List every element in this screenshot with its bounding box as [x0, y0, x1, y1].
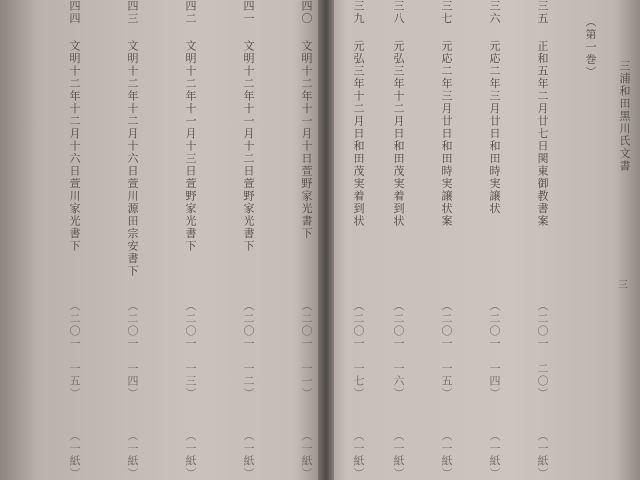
entry-number: 四一 [242, 0, 255, 25]
entry-text: 元弘三年十二月日和田茂実着到状 [392, 40, 405, 228]
entry-text: 元弘三年十二月日和田茂実着到状 [352, 40, 365, 228]
entry-number: 四四 [68, 0, 81, 25]
entry-text: 元応二年三月廿日和田時実譲状 [488, 40, 501, 215]
entry-ref: （二〇一 一一） [300, 300, 313, 400]
entry-ref: （二〇一 一六） [392, 300, 405, 400]
entry-text: 文明十二年十一月十三日萱野家光書下 [184, 40, 197, 253]
entry-number: 四〇 [300, 0, 313, 25]
page-number: 三 [618, 280, 628, 291]
entry-text: 文明十二年十二月十六日萱川家光書下 [68, 40, 81, 253]
section-label: （第一巻） [584, 16, 597, 79]
entry-number: 三七 [440, 0, 453, 25]
entry-ref: （二〇一 一七） [352, 300, 365, 400]
entry-text: 文明十二年十一月十二日萱野家光書下 [242, 40, 255, 253]
entry-note: （一紙） [392, 430, 405, 480]
entry-ref: （二〇一 一二） [242, 300, 255, 400]
entry-note: （一紙） [184, 430, 197, 480]
right-page [332, 0, 640, 480]
entry-number: 三六 [488, 0, 501, 25]
entry-note: （一紙） [536, 430, 549, 480]
entry-ref: （二〇一 一四） [488, 300, 501, 400]
entry-ref: （二〇一 一三） [184, 300, 197, 400]
entry-number: 三八 [392, 0, 405, 25]
entry-note: （一紙） [242, 430, 255, 480]
entry-text: 文明十二年十二月十六日萱川源田宗安書下 [126, 40, 139, 278]
entry-note: （一紙） [352, 430, 365, 480]
entry-text: 正和五年二月廿七日関東御教書案 [536, 40, 549, 228]
entry-number: 三九 [352, 0, 365, 25]
running-header: 三浦和田黒川氏文書 [618, 60, 631, 173]
entry-text: 元応二年三月廿日和田時実譲状案 [440, 40, 453, 228]
entry-number: 三五 [536, 0, 549, 25]
entry-note: （一紙） [68, 430, 81, 480]
entry-number: 四三 [126, 0, 139, 25]
entry-ref: （二〇一 一五） [68, 300, 81, 400]
entry-ref: （二〇一 一五） [440, 300, 453, 400]
entry-text: 文明十二年十一月十日萱野家光書下 [300, 40, 313, 240]
entry-ref: （二〇一 二〇） [536, 300, 549, 400]
entry-ref: （二〇一 一四） [126, 300, 139, 400]
entry-note: （一紙） [488, 430, 501, 480]
entry-number: 四二 [184, 0, 197, 25]
entry-note: （一紙） [300, 430, 313, 480]
entry-note: （一紙） [126, 430, 139, 480]
entry-note: （一紙） [440, 430, 453, 480]
